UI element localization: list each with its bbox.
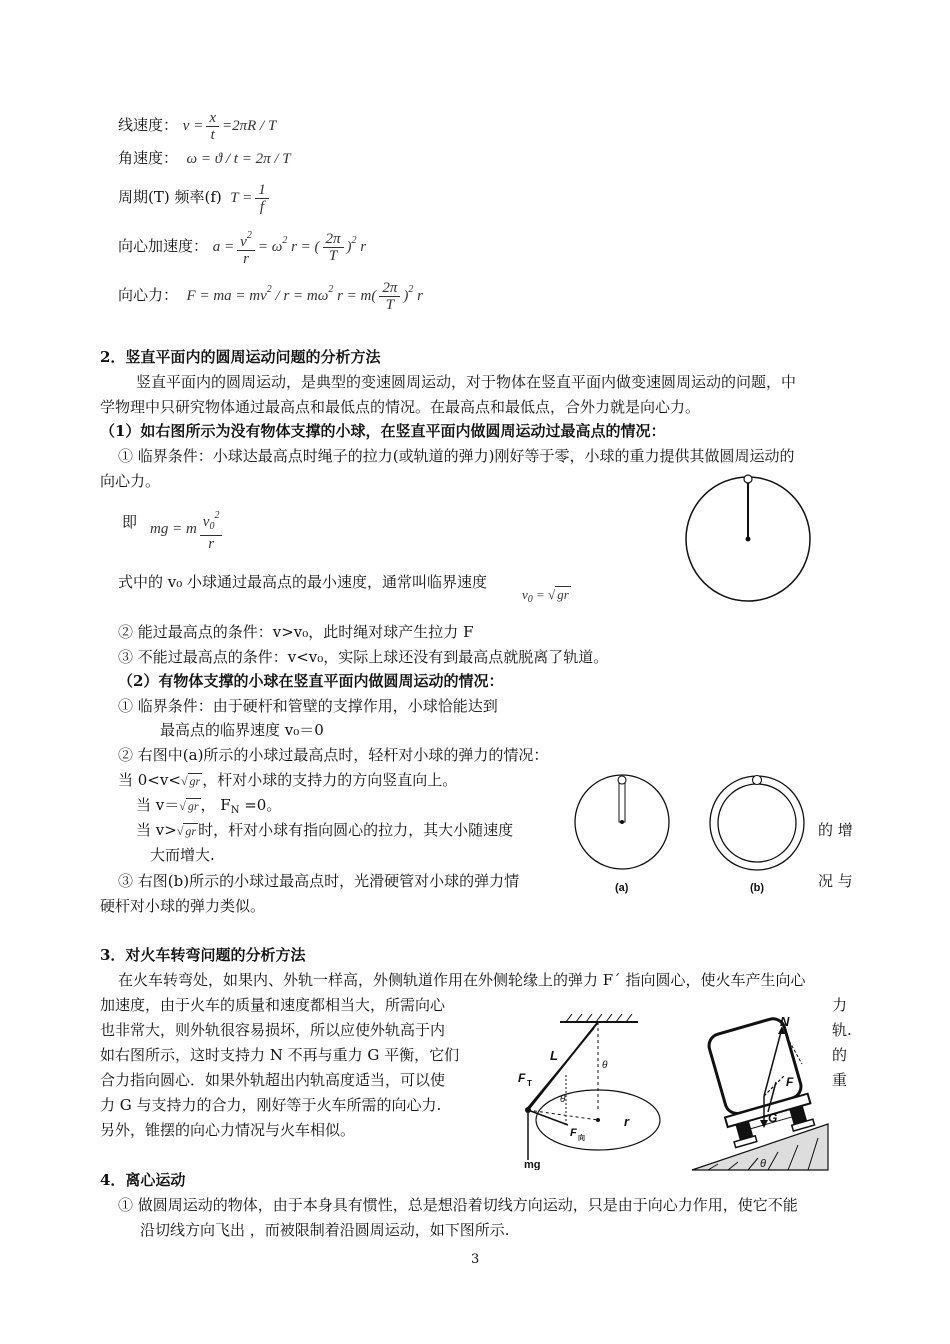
section3-line5-right: 重 [832,1071,848,1089]
linear-speed-formula: v = $\frac{x}{t}$ =2πR / T [182,110,277,143]
section3-line4-right: 的 [832,1046,848,1064]
sub2-heading: （2）有物体支撑的小球在竖直平面内做圆周运动的情况： [118,672,504,690]
section3-line7: 另外，锥摆的向心力情况与火车相似。 [100,1121,356,1139]
centripetal-acc-label: 向心加速度： [118,236,209,255]
label-theta-mid: θ [560,1094,566,1105]
centripetal-force-label: 向心力： [118,286,179,304]
conical-pendulum-figure [510,1010,670,1170]
section3-line4: 如右图所示，这时支持力 N 不再与重力 G 平衡，它们 [100,1046,460,1064]
label-F: F [786,1075,794,1089]
case1-post: ，杆对小球的支持力的方向竖直向上。 [202,771,458,789]
case1-pre: 当 0<v< [118,771,181,789]
label-FT: F [518,1071,526,1085]
label-L: L [550,1048,558,1063]
section3-line2: 加速度，由于火车的质量和速度都相当大，所需向心 [100,996,446,1014]
sub2-item3: ③ 右图(b)所示的小球过最高点时，光滑硬管对小球的弹力情 [118,872,520,890]
section3-heading: 3．对火车转弯问题的分析方法 [100,946,306,964]
fig-a-label: (a) [615,882,629,894]
label-r: r [624,1114,630,1129]
case2-end: =0。 [239,796,282,814]
case2-row [136,795,281,821]
critical-condition-formula: mg = m $\frac{v_0^2}{r}$ [150,508,225,552]
case3-line2: 大而增大. [150,846,215,864]
period-row [118,182,272,215]
section4-line1: ① 做圆周运动的物体，由于本身具有惯性，总是想沿着切线方向运动，只是由于向心力作用，使它不能 [118,1196,798,1214]
case1-row [118,770,457,791]
case2-post: ， F [200,796,231,814]
period-formula: T = $\frac{1}{f}$ [227,190,272,206]
sub2-item3-line2: 硬杆对小球的弹力类似。 [100,897,266,915]
sqrt-gr-3: √ gr [176,824,197,838]
section2-intro-line2: 学物理中只研究物体通过最高点和最低点的情况。在最高点和最低点，合外力就是向心力。 [100,398,701,416]
section3-line3-right: 轨. [832,1021,852,1039]
critical-speed-formula: $v_0$ = √ gr [522,587,569,605]
case3-row [136,820,513,841]
case3-right: 的 增 [818,821,853,839]
linear-speed-row [118,110,276,143]
angular-speed-formula: ω = ϑ / t = 2π / T [182,151,291,167]
label-N: N [780,1014,790,1029]
page-number: 3 [471,1252,480,1267]
sub1-heading: （1）如右图所示为没有物体支撑的小球，在竖直平面内做圆周运动过最高点的情况： [100,422,666,440]
centripetal-acc-row [118,228,366,267]
fig-b-label: (b) [750,882,765,894]
sub2-item1-line2: 最高点的临界速度 v₀＝0 [160,721,324,739]
sqrt-gr-2: √ gr [179,799,199,813]
period-label: 周期(T) 频率(f) [118,187,222,206]
label-FT-sub: T [527,1079,532,1088]
section3-line5: 合力指向圆心．如果外轨超出内轨高度适当，可以使 [100,1071,446,1089]
label-theta-train: θ [760,1158,766,1170]
rod-tube-figure [572,773,812,895]
case2-pre: 当 v＝ [136,796,180,814]
case2-sub: N [230,805,240,816]
ji-label: 即 [122,513,138,531]
sub2-item2: ② 右图中(a)所示的小球过最高点时，轻杆对小球的弹力的情况： [118,746,549,764]
case3-post: 时，杆对小球有指向圆心的拉力，其大小随速度 [198,821,514,839]
section3-line3: 也非常大，则外轨很容易损坏，所以应使外轨高于内 [100,1021,446,1039]
section4-line2: 沿切线方向飞出 ，而被限制着沿圆周运动，如下图所示. [140,1221,510,1239]
label-G: G [768,1111,778,1125]
section3-line1: 在火车转弯处，如果内、外轨一样高，外侧轨道作用在外侧轮缘上的弹力 F´ 指向圆心，使火车产生向心 [118,971,806,989]
centripetal-force-formula: F = ma = $mv^2 / r = m\omega^2$ r = m( $\frac{2\pi}{T}$ )$^2$ r [182,280,423,314]
angular-speed-row [118,148,291,169]
sub1-item1-line1: ① 临界条件：小球达最高点时绳子的拉力(或轨道的弹力)刚好等于零，小球的重力提供其做圆周运动的 [118,447,795,465]
label-Fn-sub: 向 [578,1135,585,1142]
label-theta-top: θ [602,1060,608,1071]
linear-speed-label: 线速度： [118,115,179,134]
critical-speed-text: 式中的 v₀ 小球通过最高点的最小速度，通常叫临界速度 [118,573,488,591]
sub1-item3: ③ 不能过最高点的条件：v<v₀，实际上球还没有到最高点就脱离了轨道。 [118,648,609,666]
section3-line2-right: 力 [832,996,848,1014]
label-Fn: F [570,1127,577,1139]
section3-line6: 力 G 与支持力的合力，刚好等于火车所需的向心力. [100,1096,442,1114]
train-banked-figure [688,1004,832,1174]
sub1-item2: ② 能过最高点的条件：v>v₀，此时绳对球产生拉力 F [118,623,474,641]
rope-circle-figure [682,472,814,604]
section2-intro-line1: 竖直平面内的圆周运动，是典型的变速圆周运动，对于物体在竖直平面内做变速圆周运动的问题，中 [136,373,797,391]
case3-pre: 当 v> [136,821,177,839]
label-mg: mg [524,1159,541,1170]
angular-speed-label: 角速度： [118,149,179,167]
centripetal-force-row [118,280,423,313]
sub1-item1-line2: 向心力。 [100,472,161,490]
sqrt-gr-1: √ gr [180,774,201,788]
section2-heading: 2．竖直平面内的圆周运动问题的分析方法 [100,348,381,366]
sub2-item1-line1: ① 临界条件：由于硬杆和管壁的支撑作用，小球恰能达到 [118,697,498,715]
sub2-item3-right: 况 与 [818,872,853,890]
centripetal-acc-formula: a = $\frac{v^2}{r}$ = $\omega^2$ r = ( $\frac{2\pi}{T}$ )$^2$ r [212,230,367,267]
section4-heading: 4．离心运动 [100,1171,186,1189]
